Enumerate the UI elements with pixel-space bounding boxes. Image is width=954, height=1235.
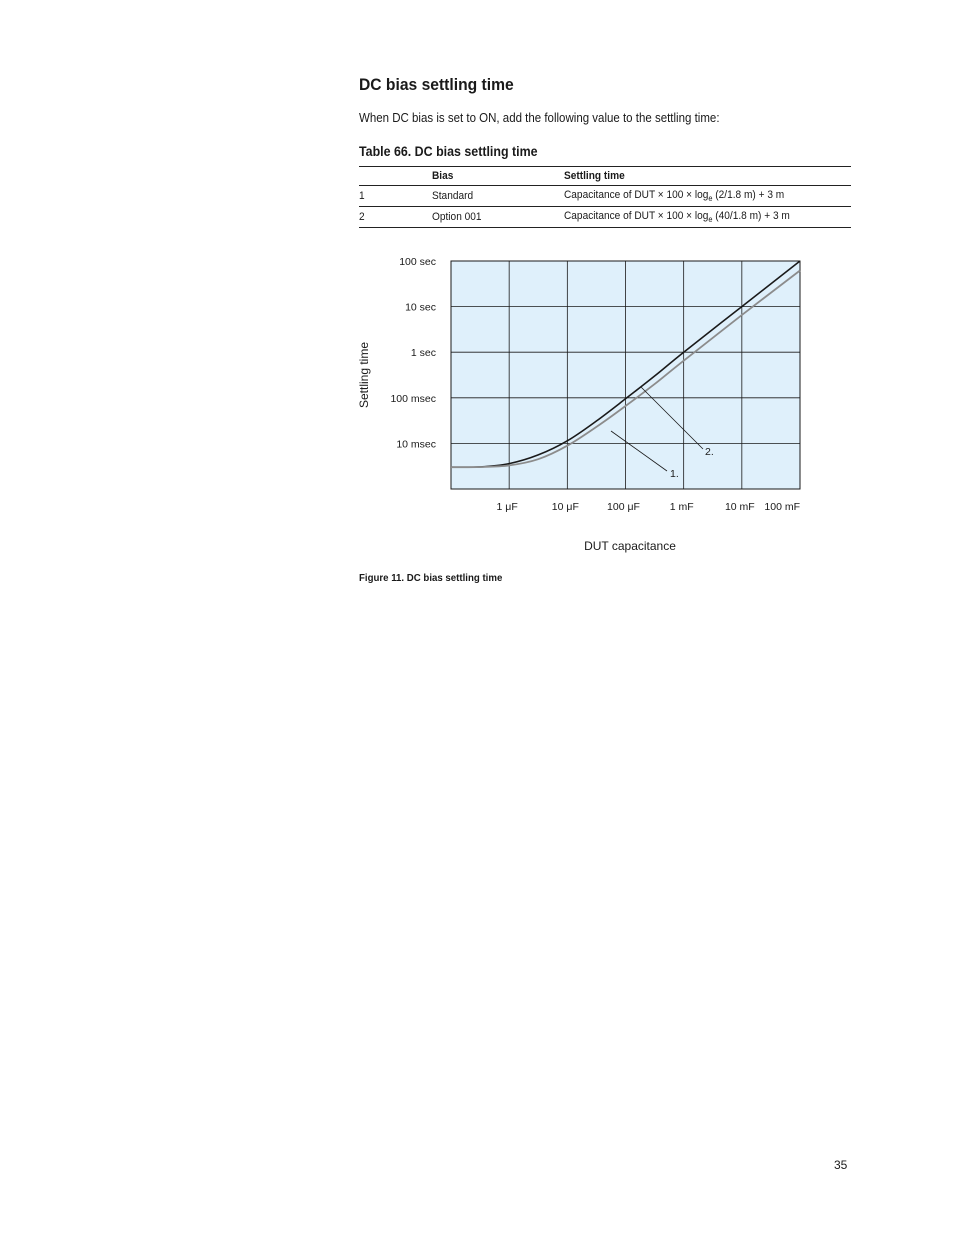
page-number: 35 [834,1158,848,1172]
intro-paragraph: When DC bias is set to ON, add the following value to the settling time: [359,111,720,125]
y-tick-label: 100 sec [399,256,436,268]
y-tick-label: 1 sec [410,347,436,360]
x-axis-title: DUT capacitance [584,539,676,553]
x-tick-label: 10 μF [551,501,579,513]
table-caption: Table 66. DC bias settling time [359,144,538,159]
annotation-label-1: 1. [670,468,679,480]
y-axis-title: Settling time [357,341,371,409]
row-settling-formula: Capacitance of DUT × $100 \times \log_e (2/1.8$ m) + 3 m [564,188,785,204]
annotation-label-2: 2. [705,446,714,458]
y-axis-ticks [390,256,436,450]
x-axis-ticks [497,501,800,513]
row-number: 2 [359,211,365,223]
x-tick-label: 100 μF [607,501,640,513]
x-tick-label: 1 mF [669,501,694,513]
x-tick-label: 1 μF [496,501,518,513]
row-bias: Option 001 [432,211,482,223]
y-tick-label: 10 msec [396,438,436,451]
y-tick-label: 100 msec [390,392,436,405]
header-settling-time: Settling time [564,170,625,182]
row-settling-formula: Capacitance of DUT × $100 \times \log_e (40/1.8$ m) + 3 m [564,209,790,225]
y-tick-label: 10 sec [405,301,436,314]
header-bias: Bias [432,170,454,182]
settling-time-chart [0,0,954,600]
section-heading: DC bias settling time [359,75,514,94]
row-number: 1 [359,190,365,202]
x-tick-label: 100 mF [764,501,800,513]
x-tick-label: 10 mF [724,501,755,513]
row-bias: Standard [432,190,474,202]
figure-caption: Figure 11. DC bias settling time [359,572,503,584]
